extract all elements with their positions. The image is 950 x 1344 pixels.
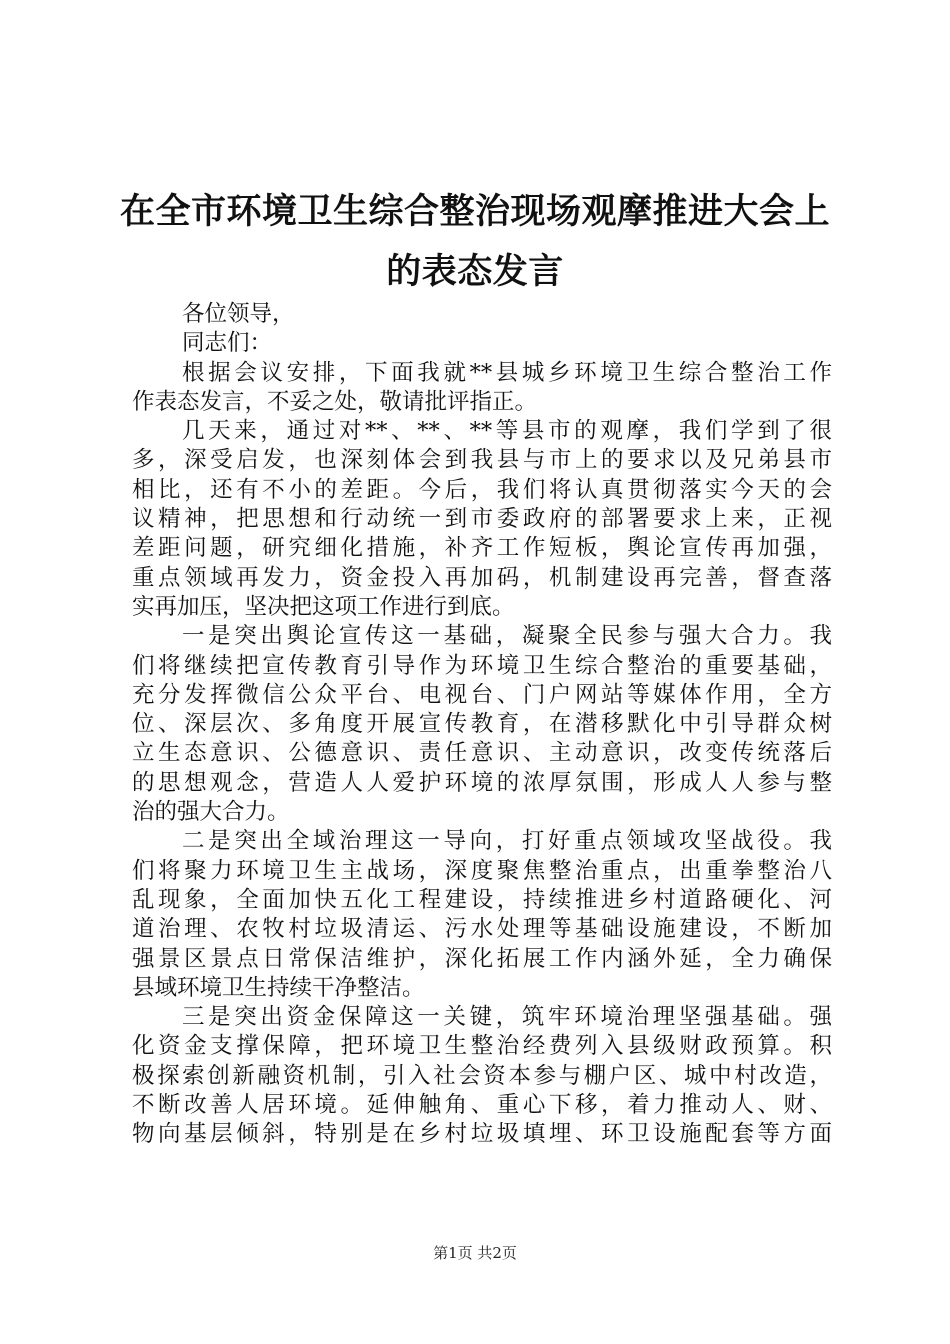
text-line: 治的强大合力。 bbox=[132, 799, 290, 826]
text-line: 三是突出资金保障这一关键，筑牢环境治理坚强基础。强 bbox=[182, 1004, 832, 1031]
text-line: 作表态发言，不妥之处，敬请批评指正。 bbox=[132, 388, 538, 415]
text-line: 们将继续把宣传教育引导作为环境卫生综合整治的重要基础， bbox=[132, 652, 832, 679]
document-body bbox=[132, 300, 832, 1150]
text-line: 位、深层次、多角度开展宣传教育，在潜移默化中引导群众树 bbox=[132, 711, 832, 738]
title-line-2: 的表态发言 bbox=[386, 252, 564, 292]
text-line: 物向基层倾斜，特别是在乡村垃圾填埋、环卫设施配套等方面 bbox=[132, 1121, 832, 1148]
text-line: 差距问题，研究细化措施，补齐工作短板，舆论宣传再加强， bbox=[132, 535, 832, 562]
text-line: 各位领导， bbox=[182, 301, 295, 327]
text-line: 二是突出全域治理这一导向，打好重点领域攻坚战役。我 bbox=[182, 828, 832, 855]
text-line: 乱现象，全面加快五化工程建设，持续推进乡村道路硬化、河 bbox=[132, 886, 832, 913]
text-line: 多，深受启发，也深刻体会到我县与市上的要求以及兄弟县市 bbox=[132, 447, 832, 474]
text-line: 议精神，把思想和行动统一到市委政府的部署要求上来，正视 bbox=[132, 506, 832, 533]
text-line: 的思想观念，营造人人爱护环境的浓厚氛围，形成人人参与整 bbox=[132, 769, 832, 796]
text-line: 化资金支撑保障，把环境卫生整治经费列入县级财政预算。积 bbox=[132, 1033, 832, 1060]
text-line: 立生态意识、公德意识、责任意识、主动意识，改变传统落后 bbox=[132, 740, 832, 767]
document-title bbox=[100, 182, 850, 302]
text-line: 相比，还有不小的差距。今后，我们将认真贯彻落实今天的会 bbox=[132, 476, 832, 503]
text-line: 极探索创新融资机制，引入社会资本参与棚户区、城中村改造， bbox=[132, 1062, 832, 1089]
text-line: 根据会议安排，下面我就**县城乡环境卫生综合整治工作 bbox=[182, 359, 832, 386]
text-line: 不断改善人居环境。延伸触角、重心下移，着力推动人、财、 bbox=[132, 1092, 832, 1119]
title-line-1: 在全市环境卫生综合整治现场观摩推进大会上 bbox=[119, 192, 830, 232]
text-line: 县域环境卫生持续干净整洁。 bbox=[132, 974, 425, 1001]
text-line: 强景区景点日常保洁维护，深化拓展工作内涵外延，全力确保 bbox=[132, 945, 832, 972]
text-line: 们将聚力环境卫生主战场，深度聚焦整治重点，出重拳整治八 bbox=[132, 857, 832, 884]
text-line: 一是突出舆论宣传这一基础，凝聚全民参与强大合力。我 bbox=[182, 623, 832, 650]
text-line: 同志们： bbox=[182, 330, 273, 357]
text-line: 几天来，通过对**、**、**等县市的观摩，我们学到了很 bbox=[182, 418, 832, 445]
text-line: 实再加压，坚决把这项工作进行到底。 bbox=[132, 593, 515, 620]
text-line: 重点领域再发力，资金投入再加码，机制建设再完善，督查落 bbox=[132, 564, 832, 591]
text-line: 充分发挥微信公众平台、电视台、门户网站等媒体作用，全方 bbox=[132, 681, 832, 708]
page-footer: 第1页 共2页 bbox=[433, 1244, 517, 1262]
text-line: 道治理、农牧村垃圾清运、污水处理等基础设施建设，不断加 bbox=[132, 916, 832, 943]
